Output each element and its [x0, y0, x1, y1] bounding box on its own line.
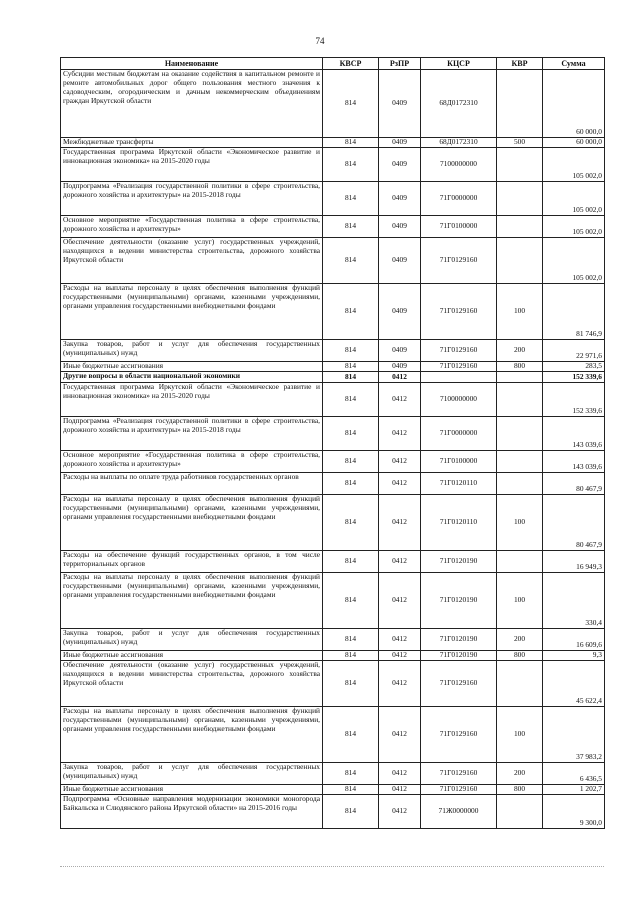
row-kvr-cell: 200	[497, 629, 543, 651]
table-row	[61, 495, 605, 551]
row-sum-cell: 45 622,4	[543, 661, 605, 707]
row-rzpr-cell: 0412	[379, 651, 421, 661]
row-rzpr-cell: 0409	[379, 238, 421, 284]
row-kvsr-cell: 814	[323, 785, 379, 795]
table-row	[61, 473, 605, 495]
row-sum-cell: 80 467,9	[543, 473, 605, 495]
row-rzpr-cell: 0412	[379, 707, 421, 763]
row-kvr-cell	[497, 216, 543, 238]
row-rzpr-cell: 0412	[379, 551, 421, 573]
row-kvr-cell	[497, 417, 543, 451]
header-kvsr: КВСР	[323, 58, 379, 70]
row-kcsr-cell: 71Г0129160	[421, 284, 497, 340]
table-row	[61, 383, 605, 417]
header-rzpr: РзПР	[379, 58, 421, 70]
table-row	[61, 661, 605, 707]
row-rzpr-cell: 0412	[379, 372, 421, 383]
row-kcsr-cell: 71Г0129160	[421, 340, 497, 362]
row-sum-cell: 143 039,6	[543, 417, 605, 451]
row-name-cell: Подпрограмма «Основные направления модернизации экономики моногорода Байкальска и Слюдянского района Иркутской области» на 2015-2016 годы	[61, 795, 323, 829]
row-sum-cell: 105 002,0	[543, 182, 605, 216]
row-rzpr-cell: 0412	[379, 785, 421, 795]
row-kcsr-cell: 71Г0120110	[421, 473, 497, 495]
row-kcsr-cell: 71Г0120110	[421, 495, 497, 551]
row-name-cell: Закупка товаров, работ и услуг для обеспечения государственных (муниципальных) нужд	[61, 763, 323, 785]
row-name-cell: Расходы на обеспечение функций государственных органов, в том числе территориальных органов	[61, 551, 323, 573]
row-sum-cell: 9,3	[543, 651, 605, 661]
row-name-cell: Иные бюджетные ассигнования	[61, 651, 323, 661]
row-kcsr-cell: 71Ж0000000	[421, 795, 497, 829]
row-rzpr-cell: 0412	[379, 763, 421, 785]
row-rzpr-cell: 0412	[379, 451, 421, 473]
table-row	[61, 372, 605, 383]
row-sum-cell: 105 002,0	[543, 216, 605, 238]
row-rzpr-cell: 0412	[379, 383, 421, 417]
row-kvsr-cell: 814	[323, 451, 379, 473]
header-kcsr: КЦСР	[421, 58, 497, 70]
row-kvr-cell	[497, 551, 543, 573]
table-row	[61, 340, 605, 362]
row-sum-cell: 80 467,9	[543, 495, 605, 551]
row-kvsr-cell: 814	[323, 138, 379, 148]
page-number: 74	[315, 36, 325, 46]
row-name-cell: Закупка товаров, работ и услуг для обеспечения государственных (муниципальных) нужд	[61, 340, 323, 362]
row-rzpr-cell: 0409	[379, 138, 421, 148]
row-kcsr-cell: 71Г0100000	[421, 216, 497, 238]
table-row	[61, 785, 605, 795]
table-row	[61, 216, 605, 238]
row-sum-cell: 22 971,6	[543, 340, 605, 362]
row-name-cell: Обеспечение деятельности (оказание услуг) государственных учреждений, находящихся в ведении министерства строительства, дорожного хозяйства Иркутской области	[61, 661, 323, 707]
row-kcsr-cell: 71Г0120190	[421, 573, 497, 629]
row-kvsr-cell: 814	[323, 216, 379, 238]
row-kvr-cell	[497, 795, 543, 829]
row-rzpr-cell: 0409	[379, 182, 421, 216]
row-kvr-cell	[497, 473, 543, 495]
row-name-cell: Подпрограмма «Реализация государственной политики в сфере строительства, дорожного хозяйства и архитектуры» на 2015-2018 годы	[61, 182, 323, 216]
row-kvsr-cell: 814	[323, 795, 379, 829]
row-sum-cell: 60 000,0	[543, 138, 605, 148]
row-rzpr-cell: 0409	[379, 70, 421, 138]
row-kvsr-cell: 814	[323, 551, 379, 573]
row-kcsr-cell: 71Г0120190	[421, 629, 497, 651]
row-kvsr-cell: 814	[323, 417, 379, 451]
row-sum-cell: 16 609,6	[543, 629, 605, 651]
row-kvsr-cell: 814	[323, 629, 379, 651]
row-kvr-cell	[497, 148, 543, 182]
row-sum-cell: 105 002,0	[543, 148, 605, 182]
row-kcsr-cell: 71Г0120190	[421, 651, 497, 661]
row-kvr-cell: 100	[497, 707, 543, 763]
budget-table	[60, 57, 605, 829]
table-row	[61, 148, 605, 182]
header-kvr: КВР	[497, 58, 543, 70]
table-body	[61, 70, 605, 829]
table-row	[61, 417, 605, 451]
table-row	[61, 284, 605, 340]
row-kcsr-cell: 68Д0172310	[421, 138, 497, 148]
row-sum-cell: 6 436,5	[543, 763, 605, 785]
row-name-cell: Расходы на выплаты персоналу в целях обеспечения выполнения функций государственными (муниципальными) органами, казенными учреждениями, органами управления государственными внебюджетными фондами	[61, 284, 323, 340]
row-kvr-cell: 100	[497, 495, 543, 551]
row-kcsr-cell: 71Г0129160	[421, 707, 497, 763]
row-kvsr-cell: 814	[323, 238, 379, 284]
row-kcsr-cell: 7100000000	[421, 383, 497, 417]
row-kvr-cell	[497, 182, 543, 216]
row-sum-cell: 143 039,6	[543, 451, 605, 473]
row-kvsr-cell: 814	[323, 651, 379, 661]
row-kcsr-cell: 71Г0129160	[421, 763, 497, 785]
row-rzpr-cell: 0409	[379, 340, 421, 362]
row-sum-cell: 152 339,6	[543, 383, 605, 417]
row-name-cell: Расходы на выплаты персоналу в целях обеспечения выполнения функций государственными (муниципальными) органами, казенными учреждениями, органами управления государственными внебюджетными фондами	[61, 573, 323, 629]
row-name-cell: Подпрограмма «Реализация государственной политики в сфере строительства, дорожного хозяйства и архитектуры» на 2015-2018 годы	[61, 417, 323, 451]
row-name-cell: Государственная программа Иркутской области «Экономическое развитие и инновационная экономика» на 2015-2020 годы	[61, 148, 323, 182]
row-rzpr-cell: 0409	[379, 216, 421, 238]
row-kvr-cell	[497, 451, 543, 473]
row-kvsr-cell: 814	[323, 573, 379, 629]
row-kvr-cell: 800	[497, 651, 543, 661]
row-kcsr-cell: 71Г0129160	[421, 362, 497, 372]
row-kvr-cell	[497, 661, 543, 707]
row-kvr-cell: 500	[497, 138, 543, 148]
row-kvsr-cell: 814	[323, 763, 379, 785]
row-kvr-cell: 200	[497, 340, 543, 362]
row-sum-cell: 16 949,3	[543, 551, 605, 573]
row-name-cell: Основное мероприятие «Государственная политика в сфере строительства, дорожного хозяйства и архитектуры»	[61, 216, 323, 238]
row-rzpr-cell: 0412	[379, 417, 421, 451]
table-header-row	[61, 58, 605, 70]
row-kvsr-cell: 814	[323, 362, 379, 372]
row-name-cell: Субсидии местным бюджетам на оказание содействия в капитальном ремонте и ремонте автомобильных дорог общего пользования местного значения к садоводческим, огородническим и дачным некоммерческим объединениям граждан Иркутской области	[61, 70, 323, 138]
row-sum-cell: 9 300,0	[543, 795, 605, 829]
row-kvsr-cell: 814	[323, 182, 379, 216]
row-rzpr-cell: 0409	[379, 284, 421, 340]
row-kvr-cell: 200	[497, 763, 543, 785]
row-name-cell: Другие вопросы в области национальной экономики	[61, 372, 323, 383]
table-row	[61, 138, 605, 148]
row-name-cell: Закупка товаров, работ и услуг для обеспечения государственных (муниципальных) нужд	[61, 629, 323, 651]
table-row	[61, 70, 605, 138]
row-kvr-cell	[497, 372, 543, 383]
row-kvsr-cell: 814	[323, 495, 379, 551]
row-kcsr-cell: 71Г0000000	[421, 182, 497, 216]
row-name-cell: Межбюджетные трансферты	[61, 138, 323, 148]
row-rzpr-cell: 0412	[379, 795, 421, 829]
table-row	[61, 238, 605, 284]
table-row	[61, 451, 605, 473]
row-rzpr-cell: 0409	[379, 362, 421, 372]
row-rzpr-cell: 0412	[379, 661, 421, 707]
row-name-cell: Расходы на выплаты персоналу в целях обеспечения выполнения функций государственными (муниципальными) органами, казенными учреждениями, органами управления государственными внебюджетными фондами	[61, 495, 323, 551]
table-row	[61, 362, 605, 372]
row-kvsr-cell: 814	[323, 284, 379, 340]
row-kvsr-cell: 814	[323, 148, 379, 182]
row-kcsr-cell: 71Г0129160	[421, 238, 497, 284]
row-sum-cell: 1 202,7	[543, 785, 605, 795]
row-kvr-cell: 100	[497, 573, 543, 629]
row-name-cell: Иные бюджетные ассигнования	[61, 362, 323, 372]
table-row	[61, 795, 605, 829]
row-kvsr-cell: 814	[323, 70, 379, 138]
table-row	[61, 763, 605, 785]
row-kvsr-cell: 814	[323, 661, 379, 707]
row-name-cell: Расходы на выплаты по оплате труда работников государственных органов	[61, 473, 323, 495]
table-row	[61, 629, 605, 651]
row-kcsr-cell: 71Г0100000	[421, 451, 497, 473]
row-kvr-cell: 800	[497, 362, 543, 372]
header-name: Наименование	[61, 58, 323, 70]
row-kvsr-cell: 814	[323, 473, 379, 495]
row-sum-cell: 330,4	[543, 573, 605, 629]
row-kcsr-cell: 71Г0129160	[421, 661, 497, 707]
row-sum-cell: 152 339,6	[543, 372, 605, 383]
row-kvsr-cell: 814	[323, 340, 379, 362]
table-row	[61, 182, 605, 216]
table-row	[61, 551, 605, 573]
row-kcsr-cell: 71Г0120190	[421, 551, 497, 573]
row-kvr-cell: 100	[497, 284, 543, 340]
row-kvr-cell	[497, 70, 543, 138]
footer-divider	[60, 866, 604, 867]
row-sum-cell: 81 746,9	[543, 284, 605, 340]
table-row	[61, 707, 605, 763]
row-kcsr-cell: 71Г0129160	[421, 785, 497, 795]
row-kvr-cell: 800	[497, 785, 543, 795]
row-name-cell: Иные бюджетные ассигнования	[61, 785, 323, 795]
row-name-cell: Расходы на выплаты персоналу в целях обеспечения выполнения функций государственными (муниципальными) органами, казенными учреждениями, органами управления государственными внебюджетными фондами	[61, 707, 323, 763]
row-kvr-cell	[497, 238, 543, 284]
row-kvr-cell	[497, 383, 543, 417]
row-rzpr-cell: 0412	[379, 573, 421, 629]
row-rzpr-cell: 0412	[379, 495, 421, 551]
table-row	[61, 573, 605, 629]
row-kvsr-cell: 814	[323, 372, 379, 383]
row-rzpr-cell: 0412	[379, 629, 421, 651]
row-kcsr-cell: 68Д0172310	[421, 70, 497, 138]
row-rzpr-cell: 0412	[379, 473, 421, 495]
table-row	[61, 651, 605, 661]
row-sum-cell: 60 000,0	[543, 70, 605, 138]
row-name-cell: Основное мероприятие «Государственная политика в сфере строительства, дорожного хозяйства и архитектуры»	[61, 451, 323, 473]
row-kvsr-cell: 814	[323, 383, 379, 417]
row-kcsr-cell: 71Г0000000	[421, 417, 497, 451]
row-kcsr-cell: 7100000000	[421, 148, 497, 182]
row-sum-cell: 37 983,2	[543, 707, 605, 763]
row-sum-cell: 283,5	[543, 362, 605, 372]
row-kcsr-cell	[421, 372, 497, 383]
row-name-cell: Государственная программа Иркутской области «Экономическое развитие и инновационная экономика» на 2015-2020 годы	[61, 383, 323, 417]
row-kvsr-cell: 814	[323, 707, 379, 763]
row-name-cell: Обеспечение деятельности (оказание услуг) государственных учреждений, находящихся в ведении министерства строительства, дорожного хозяйства Иркутской области	[61, 238, 323, 284]
header-sum: Сумма	[543, 58, 605, 70]
row-rzpr-cell: 0409	[379, 148, 421, 182]
row-sum-cell: 105 002,0	[543, 238, 605, 284]
